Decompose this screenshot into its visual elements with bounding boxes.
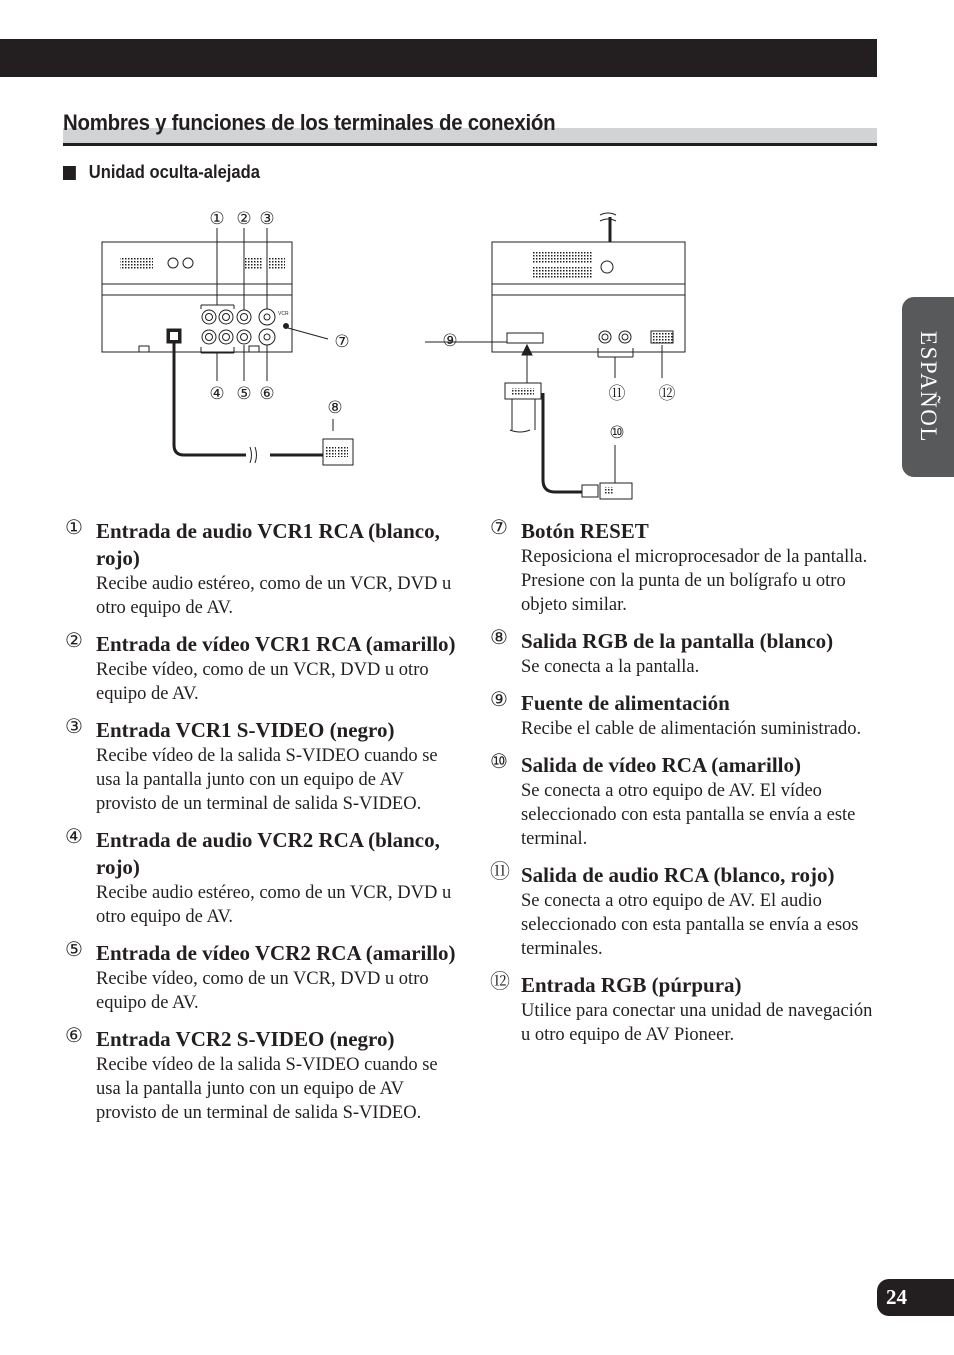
list-item <box>488 972 880 1047</box>
item-description: Recibe vídeo de la salida S-VIDEO cuando se usa la pantalla junto con un equipo de AV provisto de un terminal de salida S-VIDEO. <box>96 1055 438 1123</box>
item-number: ⑩ <box>490 751 508 773</box>
item-title: Entrada de audio VCR2 RCA (blanco, rojo) <box>96 828 440 879</box>
item-title: Entrada de audio VCR1 RCA (blanco, rojo) <box>96 519 440 570</box>
item-title: Salida de audio RCA (blanco, rojo) <box>521 863 835 887</box>
item-number: ⑦ <box>490 517 508 539</box>
item-description: Se conecta a otro equipo de AV. El vídeo seleccionado con esta pantalla se envía a este terminal. <box>521 781 856 849</box>
callout-8: ⑧ <box>327 398 343 417</box>
item-description: Recibe el cable de alimentación suministrado. <box>521 719 862 739</box>
item-number: ⑧ <box>490 627 508 649</box>
item-description: Recibe vídeo, como de un VCR, DVD u otro equipo de AV. <box>96 660 429 704</box>
list-item <box>488 862 880 961</box>
list-item <box>63 940 458 1015</box>
language-tab <box>902 297 954 477</box>
left-unit-illustration <box>102 228 353 465</box>
list-item <box>488 628 880 679</box>
item-description: Recibe audio estéreo, como de un VCR, DVD u otro equipo de AV. <box>96 883 452 927</box>
list-item <box>63 1026 458 1125</box>
item-description: Recibe vídeo de la salida S-VIDEO cuando se usa la pantalla junto con un equipo de AV provisto de un terminal de salida S-VIDEO. <box>96 746 438 814</box>
item-title: Fuente de alimentación <box>521 691 730 715</box>
callout-11: ⑪ <box>608 384 626 403</box>
callout-10: ⑩ <box>609 423 625 442</box>
list-item <box>63 631 458 706</box>
item-description: Utilice para conectar una unidad de navegación u otro equipo de AV Pioneer. <box>521 1001 873 1045</box>
callout-3: ③ <box>259 209 275 228</box>
item-number: ② <box>65 630 83 652</box>
square-bullet-icon <box>63 166 76 180</box>
connection-diagram <box>95 195 715 510</box>
list-item <box>488 518 880 617</box>
item-title: Salida RGB de la pantalla (blanco) <box>521 629 834 653</box>
subsection-heading <box>63 162 260 183</box>
list-item <box>63 518 458 620</box>
item-number: ① <box>65 517 83 539</box>
header-bar <box>0 39 877 77</box>
item-number: ③ <box>65 716 83 738</box>
callout-7: ⑦ <box>334 332 350 351</box>
item-number: ⑤ <box>65 939 83 961</box>
callout-5: ⑤ <box>236 384 252 403</box>
callout-6: ⑥ <box>259 384 275 403</box>
item-title: Entrada VCR1 S-VIDEO (negro) <box>96 718 395 742</box>
item-title: Salida de vídeo RCA (amarillo) <box>521 753 802 777</box>
callout-9: ⑨ <box>442 331 458 350</box>
list-item <box>488 752 880 851</box>
item-number: ⑪ <box>490 861 510 883</box>
subsection-title: Unidad oculta-alejada <box>88 162 260 182</box>
list-item <box>488 690 880 741</box>
item-description: Se conecta a la pantalla. <box>521 657 700 677</box>
item-number: ⑫ <box>490 971 510 993</box>
right-unit-illustration <box>425 213 685 499</box>
item-title: Entrada RGB (púrpura) <box>521 973 742 997</box>
callout-1: ① <box>209 209 225 228</box>
page-number: 24 <box>877 1279 954 1316</box>
section-title: Nombres y funciones de los terminales de conexión <box>63 110 556 135</box>
item-number: ⑨ <box>490 689 508 711</box>
item-description: Reposiciona el microprocesador de la pantalla. Presione con la punta de un bolígrafo u otro objeto similar. <box>521 547 868 615</box>
item-title: Entrada VCR2 S-VIDEO (negro) <box>96 1027 395 1051</box>
item-description: Se conecta a otro equipo de AV. El audio seleccionado con esta pantalla se envía a esos terminales. <box>521 891 859 959</box>
list-item <box>63 717 458 816</box>
item-number: ④ <box>65 826 83 848</box>
item-number: ⑥ <box>65 1025 83 1047</box>
column-right <box>488 518 880 1058</box>
language-tab-label: ESPAÑOL <box>916 331 941 443</box>
column-left <box>63 518 458 1136</box>
item-description: Recibe audio estéreo, como de un VCR, DVD u otro equipo de AV. <box>96 574 452 618</box>
item-title: Entrada de vídeo VCR1 RCA (amarillo) <box>96 632 456 656</box>
callout-12: ⑫ <box>658 384 676 403</box>
callout-2: ② <box>236 209 252 228</box>
list-item <box>63 827 458 929</box>
callout-4: ④ <box>209 384 225 403</box>
item-description: Recibe vídeo, como de un VCR, DVD u otro equipo de AV. <box>96 969 429 1013</box>
title-rule <box>63 143 877 146</box>
item-title: Entrada de vídeo VCR2 RCA (amarillo) <box>96 941 456 965</box>
item-title: Botón RESET <box>521 519 649 543</box>
vcr-label: VCR <box>278 311 289 317</box>
